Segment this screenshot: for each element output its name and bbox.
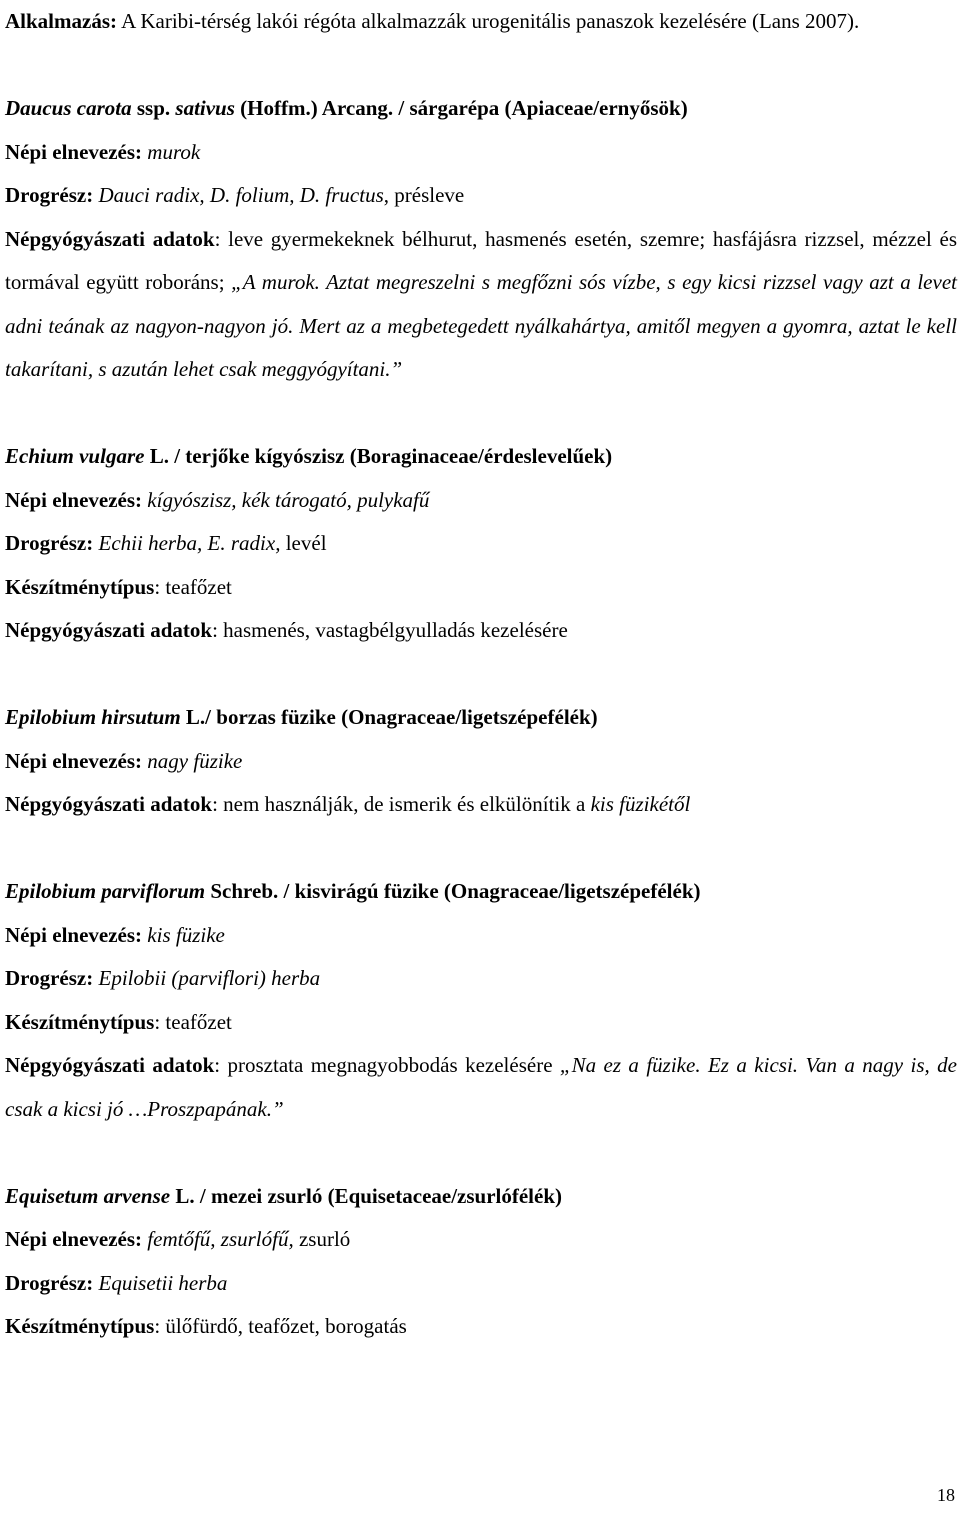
equisetum-nepi-label: Népi elnevezés: bbox=[5, 1227, 143, 1251]
equisetum-keszitmenytipus bbox=[5, 1305, 957, 1349]
page-number: 18 bbox=[937, 1485, 955, 1505]
echium-title-rest: L. / terjőke kígyószisz (Boraginaceae/érdeslevelűek) bbox=[144, 444, 613, 468]
daucus-nepi-elnevezes bbox=[5, 131, 957, 175]
epilobium-hirsutum-adatok-text: : nem használják, de ismerik és elkülönítik a bbox=[212, 792, 591, 816]
epilobium-hirsutum-nepi-label: Népi elnevezés: bbox=[5, 748, 143, 773]
daucus-ssp: ssp. bbox=[131, 96, 176, 120]
epilobium-parviflorum-kesz-label: Készítménytípus bbox=[5, 1009, 155, 1034]
daucus-drog-value2: fructus bbox=[325, 183, 384, 207]
echium-drogresz bbox=[5, 522, 957, 566]
epilobium-hirsutum-adatok bbox=[5, 783, 957, 827]
spacer bbox=[5, 827, 957, 871]
alkalmazas-paragraph bbox=[5, 0, 957, 44]
document-page bbox=[5, 0, 957, 1349]
daucus-author-title: (Hoffm.) Arcang. / sárgarépa (Apiaceae/ernyősök) bbox=[234, 96, 688, 120]
epilobium-hirsutum-nepi-elnevezes bbox=[5, 740, 957, 784]
equisetum-title bbox=[5, 1175, 957, 1219]
spacer bbox=[5, 1131, 957, 1175]
echium-drog-label: Drogrész: bbox=[5, 531, 94, 555]
epilobium-hirsutum-latin: Epilobium hirsutum bbox=[5, 705, 181, 729]
epilobium-parviflorum-latin: Epilobium parviflorum bbox=[5, 879, 206, 903]
daucus-nepi-value: murok bbox=[142, 139, 201, 164]
echium-nepi-label: Népi elnevezés: bbox=[5, 487, 143, 512]
epilobium-parviflorum-drog-label: Drogrész: bbox=[5, 966, 94, 990]
spacer bbox=[5, 392, 957, 436]
epilobium-parviflorum-title-rest: Schreb. / kisvirágú füzike (Onagraceae/ligetszépefélék) bbox=[205, 879, 701, 903]
epilobium-hirsutum-adatok-label: Népgyógyászati adatok bbox=[5, 792, 213, 816]
epilobium-hirsutum-nepi-value: nagy füzike bbox=[142, 748, 243, 773]
epilobium-parviflorum-adatok-paragraph bbox=[5, 1044, 957, 1131]
equisetum-kesz-value: : ülőfürdő, teafőzet, borogatás bbox=[154, 1314, 407, 1338]
daucus-adatok-paragraph bbox=[5, 218, 957, 392]
daucus-drog-label: Drogrész: bbox=[5, 183, 94, 207]
equisetum-title-rest: L. / mezei zsurló (Equisetaceae/zsurlófélék) bbox=[170, 1183, 563, 1208]
echium-keszitmenytipus bbox=[5, 566, 957, 610]
equisetum-kesz-label: Készítménytípus bbox=[5, 1314, 155, 1338]
spacer bbox=[5, 653, 957, 697]
daucus-latin-genus: Daucus carota bbox=[5, 96, 132, 120]
equisetum-nepi-value-italic: femtőfű, zsurlófű, bbox=[142, 1227, 294, 1251]
echium-kesz-value: : teafőzet bbox=[154, 574, 232, 599]
echium-kesz-label: Készítménytípus bbox=[5, 574, 155, 599]
daucus-drog-value1: Dauci radix, D. folium, D. bbox=[93, 183, 326, 207]
epilobium-parviflorum-nepi-value: kis füzike bbox=[142, 922, 225, 947]
epilobium-parviflorum-nepi-label: Népi elnevezés: bbox=[5, 922, 143, 947]
echium-adatok bbox=[5, 609, 957, 653]
daucus-adatok-text: : leve gyermekeknek bélhurut, hasmenés esetén, szemre; hasfájásra rizzsel, mézzel és tormával együtt roboráns; bbox=[5, 226, 957, 294]
equisetum-latin: Equisetum arvense bbox=[5, 1183, 171, 1208]
equisetum-nepi-elnevezes bbox=[5, 1218, 957, 1262]
echium-adatok-label: Népgyógyászati adatok bbox=[5, 618, 213, 642]
echium-drog-value1: Echii herba, E. radix, bbox=[93, 531, 281, 555]
daucus-quote: „A murok. Aztat megreszelni s megfőzni sós vízbe, s egy kicsi rizzsel vagy azt a levet adni teának az nagyon-nagyon jó. Mert az a megbetegedett nyálkahártya, amitől megyen a gyomra, aztat le kell takarítani, s azután lehet csak meggyógyítani.” bbox=[5, 270, 957, 381]
epilobium-parviflorum-quote: „Na ez a füzike. Ez a kicsi. Van a nagy is, de csak a kicsi jó …Proszpapának.” bbox=[5, 1053, 957, 1121]
equisetum-drog-label: Drogrész: bbox=[5, 1270, 94, 1295]
daucus-nepi-label: Népi elnevezés: bbox=[5, 139, 143, 164]
echium-title bbox=[5, 435, 957, 479]
daucus-drog-value3: , présleve bbox=[383, 183, 465, 207]
epilobium-parviflorum-adatok-label: Népgyógyászati adatok bbox=[5, 1053, 215, 1077]
epilobium-hirsutum-adatok-italic: kis füzikétől bbox=[590, 792, 691, 816]
alkalmazas-label: Alkalmazás: bbox=[5, 9, 117, 33]
echium-nepi-value: kígyószisz, kék tárogató, pulykafű bbox=[142, 487, 430, 512]
epilobium-parviflorum-drog-value: Epilobii (parviflori) herba bbox=[93, 966, 321, 990]
daucus-title bbox=[5, 87, 957, 131]
equisetum-nepi-value-plain: zsurló bbox=[293, 1227, 351, 1251]
spacer bbox=[5, 44, 957, 88]
echium-latin: Echium vulgare bbox=[5, 444, 145, 468]
equisetum-drog-value: Equisetii herba bbox=[93, 1270, 228, 1295]
alkalmazas-text: A Karibi-térség lakói régóta alkalmazzák urogenitális panaszok kezelésére (Lans 2007). bbox=[117, 9, 860, 33]
epilobium-hirsutum-title bbox=[5, 696, 957, 740]
echium-drog-value2: levél bbox=[280, 531, 327, 555]
epilobium-parviflorum-keszitmenytipus bbox=[5, 1001, 957, 1045]
echium-adatok-text: : hasmenés, vastagbélgyulladás kezelésére bbox=[212, 618, 568, 642]
daucus-adatok-label: Népgyógyászati adatok bbox=[5, 226, 215, 251]
epilobium-parviflorum-title bbox=[5, 870, 957, 914]
equisetum-drogresz bbox=[5, 1262, 957, 1306]
epilobium-parviflorum-nepi-elnevezes bbox=[5, 914, 957, 958]
daucus-drogresz bbox=[5, 174, 957, 218]
epilobium-parviflorum-drogresz bbox=[5, 957, 957, 1001]
daucus-latin-ssp: sativus bbox=[175, 96, 235, 120]
epilobium-parviflorum-kesz-value: : teafőzet bbox=[154, 1009, 232, 1034]
echium-nepi-elnevezes bbox=[5, 479, 957, 523]
epilobium-parviflorum-adatok-text: : prosztata megnagyobbodás kezelésére bbox=[214, 1053, 560, 1077]
epilobium-hirsutum-title-rest: L./ borzas füzike (Onagraceae/ligetszépefélék) bbox=[180, 705, 598, 729]
